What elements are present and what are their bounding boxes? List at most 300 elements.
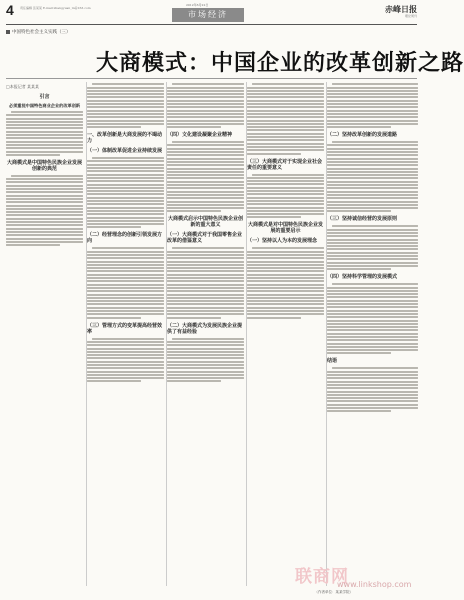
text-line [167,344,244,346]
text-line [87,210,164,212]
author-affiliation: （作者单位：某某学院） [314,590,353,594]
text-line [327,113,418,115]
text-line [167,364,244,366]
text-line [87,126,141,128]
text-line [6,228,83,230]
text-line [167,287,244,289]
text-line [247,139,324,141]
text-line [327,242,418,244]
text-line [247,254,324,256]
body-text [167,247,244,318]
text-line [327,161,418,163]
subheading: （一）体制改革促进企业持续发展 [87,148,163,155]
text-line [87,290,164,292]
text-line [87,103,164,105]
text-line [247,216,301,218]
text-line [87,197,164,199]
text-line [327,336,418,338]
text-line [92,83,164,85]
text-line [87,341,164,343]
text-line [87,193,164,195]
text-line [247,197,324,199]
text-line [327,158,418,160]
text-line [92,157,164,159]
text-line [167,348,244,350]
text-line [167,120,244,122]
text-line [167,184,244,186]
text-line [327,397,418,399]
body-text [247,174,324,219]
text-line [87,287,164,289]
text-line [167,207,244,209]
subheading: 大商模式是中国特色民族企业发展创新的典范 [6,159,82,172]
text-line [87,317,141,319]
text-line [167,116,244,118]
text-line [87,180,164,182]
text-line [87,270,164,272]
text-line [87,226,141,228]
text-line [327,293,418,295]
text-line [247,274,324,276]
text-line [167,181,244,183]
text-line [247,267,324,269]
text-line [327,343,418,345]
section-tab: 市场经济 [172,8,244,22]
text-line [6,238,83,240]
text-line [167,277,244,279]
text-line [247,210,324,212]
text-line [87,274,164,276]
body-text [6,111,83,156]
text-line [327,252,418,254]
text-line [167,307,244,309]
text-line [167,371,244,373]
subheading: （一）坚持以人为本的发展理念 [247,238,318,245]
text-line [247,100,324,102]
text-line [87,344,164,346]
text-line [87,200,164,202]
text-line [6,244,60,246]
text-line [247,180,324,182]
lead-subheading: 必须重视中国特色商业企业的改革创新 [8,103,81,108]
text-line [167,106,244,108]
text-line [172,247,244,249]
subheading: （三）管理方式的变革提高经营效率 [87,322,163,335]
text-line [327,93,418,95]
text-line [327,151,418,153]
text-line [327,262,418,264]
text-line [247,149,324,151]
text-line [167,96,244,98]
text-line [6,121,83,123]
text-line [87,113,164,115]
text-line [167,168,244,170]
text-line [327,126,391,128]
text-line [87,90,164,92]
text-line [247,116,324,118]
text-line [167,317,221,319]
text-line [247,190,324,192]
text-line [6,151,83,153]
text-line [87,277,164,279]
text-line [332,225,418,227]
article-column-4 [246,82,324,586]
text-line [247,200,324,202]
text-line [87,261,164,263]
text-line [327,377,418,379]
text-line [6,144,83,146]
text-line [247,183,324,185]
text-line [167,158,244,160]
text-line [87,177,164,179]
text-line [327,313,418,315]
text-line [172,338,244,340]
body-text [87,338,164,383]
text-line [167,267,244,269]
text-line [247,313,324,315]
text-line [327,90,418,92]
text-line [87,280,164,282]
text-line [167,90,244,92]
text-line [327,177,418,179]
text-line [327,87,418,89]
text-line [87,170,164,172]
text-line [87,164,164,166]
subheading: （三）大商模式对于实现企业社会责任的重要意义 [247,158,323,171]
text-line [167,374,244,376]
body-text [167,83,244,128]
text-line [87,348,164,350]
text-line [327,103,418,105]
headline-rule [6,78,417,79]
text-line [167,380,221,382]
text-line [87,300,164,302]
body-text [87,247,164,318]
text-line [6,201,83,203]
text-line [167,341,244,343]
text-line [327,197,418,199]
text-line [247,280,324,282]
text-line [87,297,164,299]
text-line [172,141,244,143]
body-text [327,225,418,270]
subheading: 引言 [39,94,50,100]
article-column-2 [86,82,164,586]
text-line [6,195,83,197]
text-line [87,380,141,382]
text-line [247,317,301,319]
text-line [327,387,418,389]
issue-date: 2012年6月22日 [186,3,209,7]
text-line [92,247,164,249]
text-line [327,371,418,373]
text-line [247,136,324,138]
text-line [247,153,301,155]
text-line [167,113,244,115]
text-line [247,103,324,105]
series-tag [6,29,71,35]
text-line [327,384,418,386]
subheading: （二）坚持改革创新的发展道路 [327,132,398,139]
body-text [6,175,83,246]
text-line [87,257,164,259]
text-line [6,218,83,220]
text-line [87,106,164,108]
text-line [87,374,164,376]
text-line [167,284,244,286]
text-line [247,87,324,89]
text-line [11,175,83,177]
text-line [6,205,83,207]
text-line [327,148,418,150]
text-line [327,174,418,176]
text-line [327,194,418,196]
article-column-1 [6,82,83,586]
text-line [6,231,83,233]
text-line [167,280,244,282]
text-line [247,257,324,259]
text-line [247,207,324,209]
text-line [327,303,418,305]
text-line [87,303,164,305]
text-line [327,232,418,234]
text-line [332,367,418,369]
text-line [327,326,418,328]
text-line [327,320,418,322]
text-line [6,118,83,120]
text-line [327,374,418,376]
text-line [167,274,244,276]
text-line [327,248,418,250]
text-line [247,129,324,131]
text-line [6,127,83,129]
text-line [167,357,244,359]
text-line [247,177,324,179]
text-line [167,254,244,256]
text-line [167,297,244,299]
text-line [87,174,164,176]
text-line [167,261,244,263]
text-line [327,287,418,289]
masthead [6,3,417,25]
text-line [327,123,418,125]
text-line [327,96,418,98]
subheading: （三）坚持诚信经营的发展原则 [327,216,398,223]
text-line [167,123,244,125]
text-line [6,114,83,116]
text-line [87,187,164,189]
text-line [327,181,418,183]
newspaper-logo: 赤峰日报 [385,4,417,14]
subheading: 大商模式是对中国特色民族企业发展的重要启示 [247,222,323,235]
text-line [167,103,244,105]
text-line [332,283,418,285]
text-line [6,188,83,190]
body-text [327,83,418,128]
subheading: 大商模式启示中国特色民族企业创新的重大意义 [167,216,243,229]
text-line [172,83,244,85]
text-line [6,154,60,156]
text-line [167,351,244,353]
text-line [6,211,83,213]
text-line [87,251,164,253]
text-line [247,213,324,215]
body-text [327,141,418,212]
text-line [87,220,164,222]
text-line [87,377,164,379]
text-line [167,310,244,312]
text-line [167,201,244,203]
text-line [167,191,244,193]
text-line [167,93,244,95]
text-line [87,294,164,296]
text-line [167,313,244,315]
text-line [6,134,83,136]
text-line [247,93,324,95]
text-line [327,323,418,325]
watermark-url: www.linkshop.com [337,580,412,589]
text-line [327,171,418,173]
text-line [247,261,324,263]
article-column-5 [326,82,418,586]
text-line [327,255,418,257]
subheading: （一）大商模式对于我国零售企业改革的借鉴意义 [167,232,243,245]
top-rule [6,24,417,25]
text-line [167,270,244,272]
text-line [87,167,164,169]
text-line [87,217,164,219]
text-line [247,143,324,145]
text-line [247,303,324,305]
text-line [6,124,83,126]
text-line [167,148,244,150]
text-line [87,313,164,315]
text-line [327,120,418,122]
text-line [247,90,324,92]
text-line [247,96,324,98]
text-line [332,141,418,143]
text-line [87,284,164,286]
text-line [327,184,418,186]
text-line [167,361,244,363]
text-line [327,204,418,206]
text-line [247,270,324,272]
text-line [6,198,83,200]
text-line [167,303,244,305]
text-line [11,111,83,113]
text-line [327,268,391,270]
text-line [247,203,324,205]
body-text [167,141,244,212]
subheading: 结语 [327,358,338,365]
text-line [87,87,164,89]
text-line [327,116,418,118]
text-line [327,168,418,170]
text-line [327,187,418,189]
text-line [327,110,418,112]
text-line [252,174,324,176]
text-line [247,187,324,189]
article-column-3 [166,82,244,586]
text-line [327,310,418,312]
text-line [87,357,164,359]
text-line [6,224,83,226]
text-line [247,290,324,292]
text-line [247,264,324,266]
body-text [87,83,164,128]
text-line [167,290,244,292]
text-line [327,100,418,102]
page-number: 4 [6,2,14,18]
page-title: 大商模式：中国企业的改革创新之路 [96,51,464,76]
text-line [87,123,164,125]
subheading: （四）坚持科学管理的发展模式 [327,274,398,281]
series-tag-label: 中国特色社会主义实践（三） [12,29,71,34]
text-line [87,100,164,102]
text-line [87,110,164,112]
text-line [327,210,391,212]
text-line [6,131,83,133]
text-line [247,251,324,253]
text-line [6,221,83,223]
text-line [167,204,244,206]
text-line [167,171,244,173]
text-line [87,213,164,215]
subheading: 一、改革创新是大商发展的不竭动力 [87,132,163,145]
text-line [87,367,164,369]
text-line [6,234,83,236]
text-line [87,361,164,363]
text-line [167,174,244,176]
text-line [247,133,324,135]
text-line [327,229,418,231]
editor-info: 责任编辑 张某某 E-mail:zhangyuan_m@163.com [20,6,91,10]
text-line [87,267,164,269]
text-line [327,106,418,108]
text-line [247,277,324,279]
text-line [247,110,324,112]
text-line [327,144,418,146]
text-line [252,83,324,85]
text-line [247,146,324,148]
body-text [247,247,324,318]
text-line [327,154,418,156]
text-line [6,137,83,139]
text-line [167,110,244,112]
text-line [327,394,418,396]
text-line [87,116,164,118]
text-line [167,377,244,379]
text-line [327,290,418,292]
text-line [87,96,164,98]
text-line [87,254,164,256]
text-line [327,300,418,302]
text-line [247,113,324,115]
text-line [327,306,418,308]
text-line [327,207,418,209]
watermark-logo: 联商网 [295,567,349,587]
text-line [6,208,83,210]
text-line [167,144,244,146]
text-line [327,346,418,348]
text-line [247,297,324,299]
text-line [247,294,324,296]
text-line [87,223,164,225]
body-text [327,367,418,412]
text-line [167,354,244,356]
text-line [167,294,244,296]
text-line [167,194,244,196]
